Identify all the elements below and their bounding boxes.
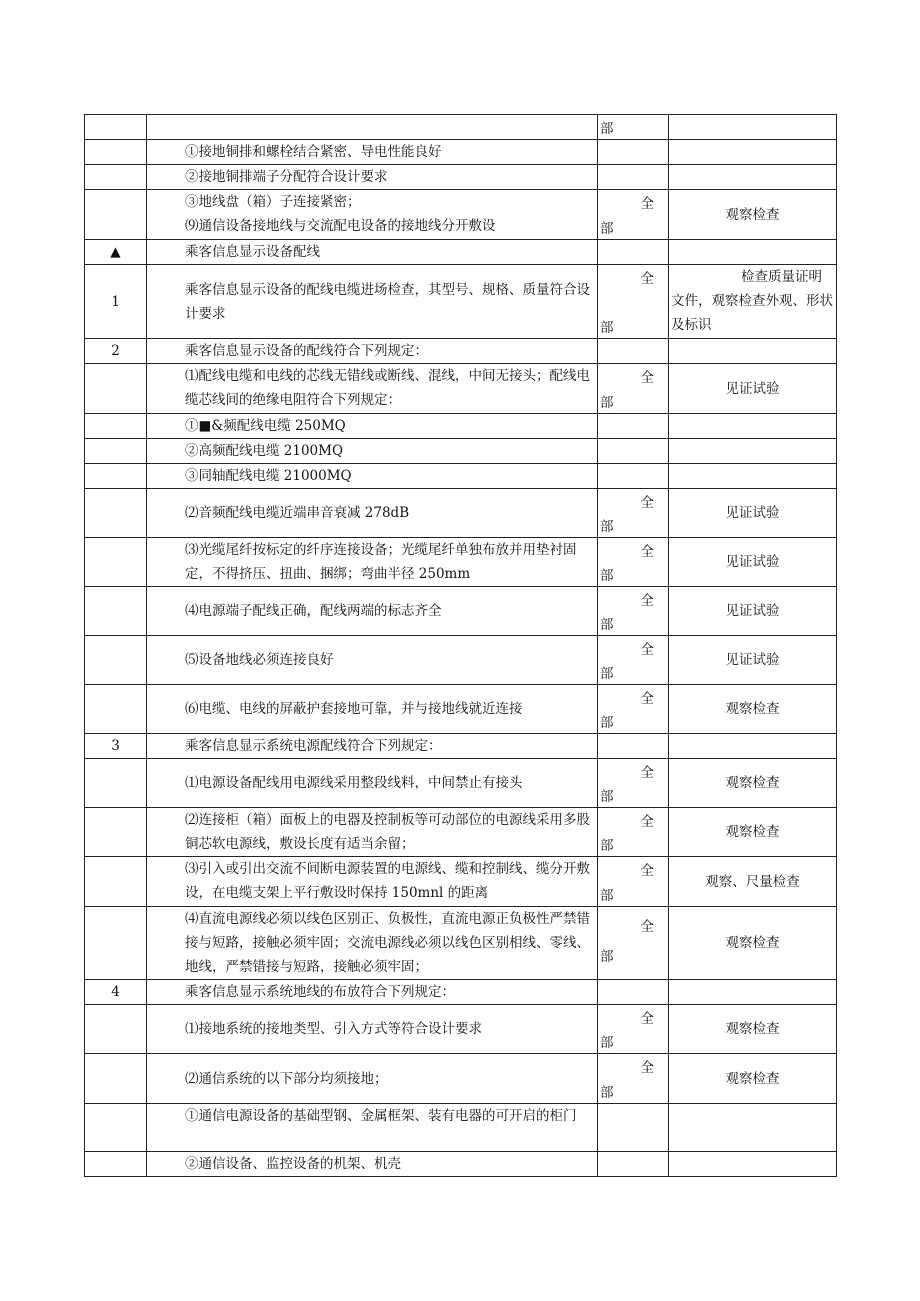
item-number xyxy=(85,538,147,587)
item-number xyxy=(85,190,147,240)
quantity-cell xyxy=(598,907,669,980)
item-number xyxy=(85,115,147,140)
quantity-text-top: 全 xyxy=(640,765,654,781)
quantity-cell xyxy=(598,759,669,808)
table-row xyxy=(85,980,837,1005)
quantity-text-bottom: 部 xyxy=(600,568,614,584)
method-cell: 观察检查 xyxy=(669,1054,837,1104)
quantity-text: 部 xyxy=(600,121,614,137)
quantity-cell xyxy=(598,240,669,265)
table-row xyxy=(85,1005,837,1054)
quantity-cell xyxy=(598,489,669,538)
table-row xyxy=(85,1104,837,1152)
method-cell: 见证试验 xyxy=(669,587,837,636)
table-row xyxy=(85,1054,837,1104)
table-row xyxy=(85,538,837,587)
method-cell: 观察检查 xyxy=(669,759,837,808)
item-number xyxy=(85,414,147,439)
table-row xyxy=(85,734,837,759)
method-cell xyxy=(669,980,837,1005)
item-text: ①接地铜排和螺栓结合紧密、导电性能良好 xyxy=(147,140,598,165)
method-cell: 见证试验 xyxy=(669,489,837,538)
quantity-text-top: 全 xyxy=(640,1011,654,1027)
method-cell xyxy=(669,165,837,190)
quantity-text-top: 全 xyxy=(640,495,654,511)
method-cell xyxy=(669,115,837,140)
quantity-cell xyxy=(598,190,669,240)
item-number xyxy=(85,636,147,685)
quantity-cell xyxy=(598,414,669,439)
item-number: 4 xyxy=(85,980,147,1005)
method-cell xyxy=(669,734,837,759)
method-cell: 观察检查 xyxy=(669,190,837,240)
quantity-text-top: 全 xyxy=(640,370,654,386)
item-text: ⑸设备地线必须连接良好 xyxy=(147,636,598,685)
item-text-line: ③地线盘（箱）子连接紧密； xyxy=(185,194,361,210)
item-number xyxy=(85,489,147,538)
method-cell: 观察检查 xyxy=(669,907,837,980)
method-cell: 见证试验 xyxy=(669,364,837,414)
quantity-text-top: 全 xyxy=(640,196,654,212)
table-row xyxy=(85,464,837,489)
quantity-cell xyxy=(598,808,669,857)
quantity-text-top: 全 xyxy=(640,863,654,879)
table-row xyxy=(85,140,837,165)
method-line: 文件，观察检查外观、形状及标识 xyxy=(671,293,833,333)
table-row xyxy=(85,265,837,339)
quantity-text-bottom: 部 xyxy=(600,519,614,535)
item-text: ①通信电源设备的基础型钢、金属框架、装有电器的可开启的柜门 xyxy=(147,1104,598,1152)
item-number xyxy=(85,1104,147,1152)
item-text: 乘客信息显示系统地线的布放符合下列规定： xyxy=(147,980,598,1005)
method-cell xyxy=(669,439,837,464)
item-number: 2 xyxy=(85,339,147,364)
item-text: 乘客信息显示设备的配线电缆进场检查，其型号、规格、质量符合设计要求 xyxy=(147,265,598,339)
item-number xyxy=(85,587,147,636)
item-number xyxy=(85,759,147,808)
item-number xyxy=(85,685,147,734)
table-row xyxy=(85,240,837,265)
item-number xyxy=(85,439,147,464)
quantity-cell xyxy=(598,636,669,685)
item-number xyxy=(85,907,147,980)
quantity-cell xyxy=(598,464,669,489)
item-text: ⑴配线电缆和电线的芯线无错线或断线、混线，中间无接头；配线电缆芯线间的绝缘电阻符合下列规定： xyxy=(147,364,598,414)
table-row xyxy=(85,489,837,538)
table-row xyxy=(85,339,837,364)
table-row xyxy=(85,636,837,685)
table-row xyxy=(85,587,837,636)
quantity-text-bottom: 部 xyxy=(600,888,614,904)
quantity-cell xyxy=(598,1152,669,1177)
item-text: ②接地铜排端子分配符合设计要求 xyxy=(147,165,598,190)
quantity-cell xyxy=(598,339,669,364)
item-text: ⑷电源端子配线正确，配线两端的标志齐全 xyxy=(147,587,598,636)
item-text: ⑶光缆尾纤按标定的纤序连接设备；光缆尾纤单独布放并用垫衬固定，不得挤压、扭曲、捆绑；弯曲半径 250mm xyxy=(147,538,598,587)
method-cell xyxy=(669,339,837,364)
quantity-cell xyxy=(598,587,669,636)
quantity-cell xyxy=(598,265,669,339)
item-number xyxy=(85,1054,147,1104)
item-text xyxy=(147,115,598,140)
item-text: ⑶引入或引出交流不间断电源装置的电源线、缆和控制线、缆分开敷设，在电缆支架上平行敷设时保持 150mnl 的距离 xyxy=(147,857,598,907)
method-cell xyxy=(669,140,837,165)
quantity-text-top: 全 xyxy=(640,1060,654,1076)
quantity-text-bottom: 部 xyxy=(600,838,614,854)
item-number xyxy=(85,165,147,190)
item-number xyxy=(85,464,147,489)
table-row xyxy=(85,364,837,414)
item-text: 乘客信息显示设备的配线符合下列规定： xyxy=(147,339,598,364)
item-number xyxy=(85,364,147,414)
method-cell: 观察检查 xyxy=(669,1005,837,1054)
quantity-text-bottom: 部 xyxy=(600,789,614,805)
item-text: ③同轴配线电缆 21000MQ xyxy=(147,464,598,489)
method-cell xyxy=(669,414,837,439)
method-cell xyxy=(669,464,837,489)
table-row xyxy=(85,439,837,464)
table-row xyxy=(85,190,837,240)
quantity-cell xyxy=(598,364,669,414)
item-text: ⑵通信系统的以下部分均须接地； xyxy=(147,1054,598,1104)
table-row xyxy=(85,808,837,857)
quantity-text-bottom: 部 xyxy=(600,949,614,965)
table-row xyxy=(85,759,837,808)
quantity-cell xyxy=(598,165,669,190)
quantity-cell xyxy=(598,1005,669,1054)
item-text: ⑴电源设备配线用电源线采用整段线料，中间禁止有接头 xyxy=(147,759,598,808)
quantity-cell xyxy=(598,685,669,734)
item-number: ▲ xyxy=(85,240,147,265)
table-row xyxy=(85,1152,837,1177)
item-text: ①■&频配线电缆 250MQ xyxy=(147,414,598,439)
quantity-text-top: 全 xyxy=(640,593,654,609)
quantity-text-bottom: 部 xyxy=(600,715,614,731)
quantity-text-bottom: 部 xyxy=(600,1035,614,1051)
item-text: ⑷直流电源线必须以线色区别正、负极性，直流电源正负极性严禁错接与短路，接触必须牢固；交流电源线必须以线色区别相线、零线、地线，严禁错接与短路，接触必须牢固； xyxy=(147,907,598,980)
quantity-cell xyxy=(598,1104,669,1152)
table-row xyxy=(85,907,837,980)
quantity-text-top: 全 xyxy=(640,919,654,935)
item-text: ⑴接地系统的接地类型、引入方式等符合设计要求 xyxy=(147,1005,598,1054)
quantity-text-top: 全 xyxy=(640,642,654,658)
item-text: ②高频配线电缆 2100MQ xyxy=(147,439,598,464)
quantity-text-bottom: 部 xyxy=(600,320,614,336)
item-text xyxy=(147,190,598,240)
item-text: 乘客信息显示设备配线 xyxy=(147,240,598,265)
table-row xyxy=(85,165,837,190)
item-text: 乘客信息显示系统电源配线符合下列规定： xyxy=(147,734,598,759)
table-row xyxy=(85,115,837,140)
item-number: 1 xyxy=(85,265,147,339)
quantity-cell xyxy=(598,140,669,165)
quantity-text-bottom: 部 xyxy=(600,221,614,237)
method-cell xyxy=(669,1104,837,1152)
item-text: ⑵连接柜（箱）面板上的电器及控制板等可动部位的电源线采用多股铜芯软电源线，敷设长度有适当余留； xyxy=(147,808,598,857)
method-cell: 观察检查 xyxy=(669,808,837,857)
quantity-text-bottom: 部 xyxy=(600,1085,614,1101)
item-text-line: ⑼通信设备接地线与交流配电设备的接地线分开敷设 xyxy=(185,218,496,234)
method-cell xyxy=(669,265,837,339)
quantity-cell xyxy=(598,980,669,1005)
method-cell: 观察、尺量检查 xyxy=(669,857,837,907)
item-number xyxy=(85,1005,147,1054)
item-text: ⑵音频配线电缆近端串音衰减 278dB xyxy=(147,489,598,538)
quantity-text-bottom: 部 xyxy=(600,617,614,633)
method-cell xyxy=(669,1152,837,1177)
method-cell: 见证试验 xyxy=(669,636,837,685)
item-number xyxy=(85,140,147,165)
item-number xyxy=(85,857,147,907)
quantity-cell xyxy=(598,857,669,907)
quantity-text-top: 全 xyxy=(640,691,654,707)
quantity-text-top: 全 xyxy=(640,814,654,830)
item-number: 3 xyxy=(85,734,147,759)
quantity-text-bottom: 部 xyxy=(600,666,614,682)
item-number xyxy=(85,1152,147,1177)
item-text: ⑹电缆、电线的屏蔽护套接地可靠，并与接地线就近连接 xyxy=(147,685,598,734)
quantity-text-top: 全 xyxy=(640,544,654,560)
method-cell: 见证试验 xyxy=(669,538,837,587)
quantity-cell xyxy=(598,538,669,587)
method-line: 检查质量证明 xyxy=(741,269,822,285)
quantity-text-top: 全 xyxy=(640,271,654,287)
table-row xyxy=(85,414,837,439)
quantity-cell xyxy=(598,115,669,140)
item-number xyxy=(85,808,147,857)
inspection-table xyxy=(84,114,837,1177)
quantity-cell xyxy=(598,1054,669,1104)
method-cell: 观察检查 xyxy=(669,685,837,734)
table-row xyxy=(85,857,837,907)
quantity-text-bottom: 部 xyxy=(600,395,614,411)
quantity-cell xyxy=(598,734,669,759)
table-row xyxy=(85,685,837,734)
item-text: ②通信设备、监控设备的机架、机壳 xyxy=(147,1152,598,1177)
quantity-cell xyxy=(598,439,669,464)
method-cell xyxy=(669,240,837,265)
